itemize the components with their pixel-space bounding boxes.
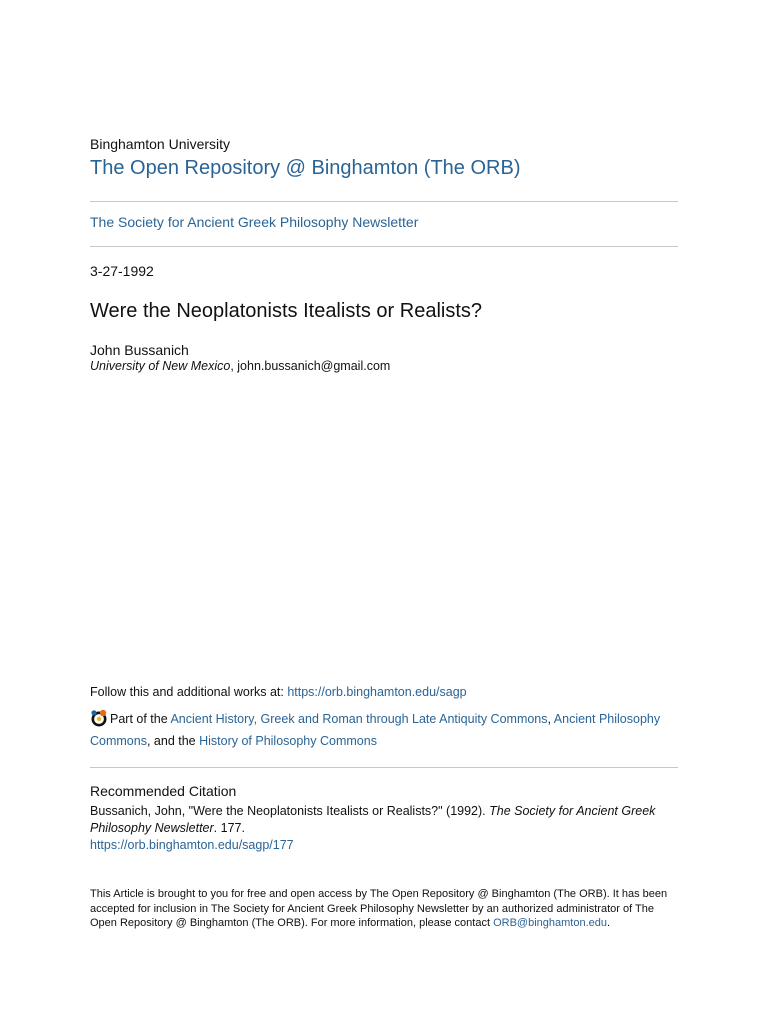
- divider: [90, 246, 678, 247]
- divider: [90, 201, 678, 202]
- institution-name: Binghamton University: [90, 136, 231, 152]
- ancient-philosophy-commons-link[interactable]: Ancient Philosophy Commons: [90, 712, 661, 748]
- commons-network-icon: [90, 709, 108, 727]
- separator: , and the: [146, 734, 200, 748]
- part-of-line: [90, 708, 678, 752]
- publication-date: 3-27-1992: [90, 263, 154, 279]
- follow-line: [90, 685, 467, 699]
- article-title: Were the Neoplatonists Itealists or Realists?: [90, 300, 483, 322]
- author-affiliation: [90, 359, 390, 373]
- contact-email-link[interactable]: ORB@binghamton.edu: [493, 917, 607, 929]
- citation-url-link[interactable]: https://orb.binghamton.edu/sagp/177: [90, 838, 294, 852]
- series-link[interactable]: The Society for Ancient Greek Philosophy Newsletter: [90, 214, 419, 230]
- part-of-prefix: Part of the: [110, 712, 171, 726]
- separator: ,: [547, 712, 554, 726]
- citation-text: [90, 803, 678, 837]
- history-philosophy-commons-link[interactable]: History of Philosophy Commons: [199, 734, 377, 748]
- divider: [90, 767, 678, 768]
- citation-plain: Bussanich, John, "Were the Neoplatonists Itealists or Realists?" (1992).: [90, 804, 490, 818]
- citation-suffix: . 177.: [213, 821, 245, 835]
- access-statement: [90, 887, 678, 931]
- follow-url-link[interactable]: https://orb.binghamton.edu/sagp: [287, 685, 467, 699]
- access-statement-end: .: [606, 917, 611, 929]
- access-statement-text: This Article is brought to you for free and open access by The Open Repository @ Binghamton (The ORB). It has been accepted for inclusion in The Society for Ancient Greek Philosophy Newsletter by an authorized administrator of The Open Repository @ Binghamton (The ORB). For more information, please contact: [90, 888, 668, 929]
- author-name: John Bussanich: [90, 342, 189, 358]
- author-email: , john.bussanich@gmail.com: [230, 359, 391, 373]
- repository-link[interactable]: The Open Repository @ Binghamton (The ORB): [90, 157, 521, 179]
- recommended-citation-heading: Recommended Citation: [90, 783, 237, 799]
- affiliation-name: University of New Mexico: [90, 359, 231, 373]
- citation-journal: The Society for Ancient Greek Philosophy Newsletter: [90, 804, 656, 835]
- follow-label: Follow this and additional works at:: [90, 685, 288, 699]
- ancient-history-commons-link[interactable]: Ancient History, Greek and Roman through Late Antiquity Commons: [170, 712, 548, 726]
